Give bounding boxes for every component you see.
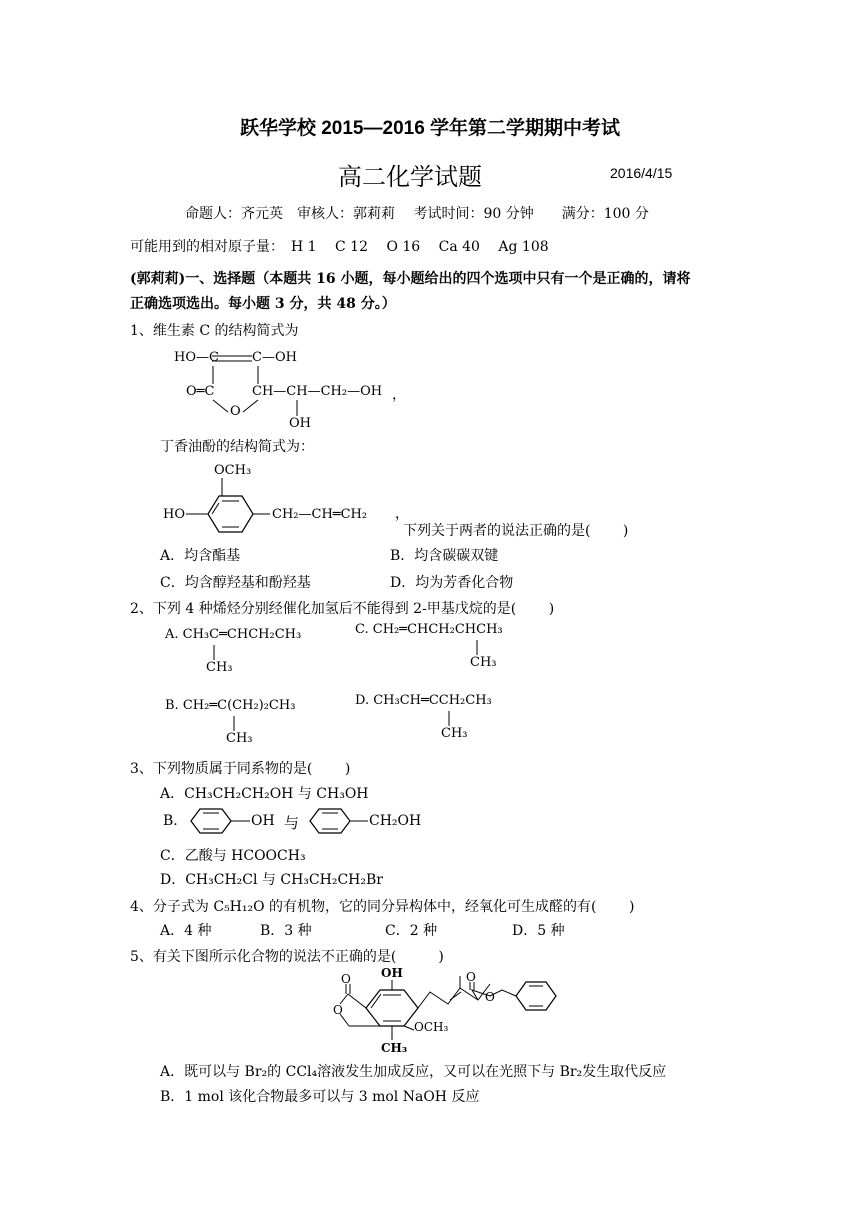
q4-stem: 4、分子式为 C₅H₁₂O 的有机物，它的同分异构体中，经氧化可生成醛的有( ) (130, 899, 635, 915)
section-heading-line2: 正确选项选出。每小题 3 分，共 48 分。） (130, 296, 396, 312)
q1-stem: 1、维生素 C 的结构简式为 (130, 323, 299, 339)
vitc-o-eq-c: O═C (186, 384, 215, 399)
q2-option-b-branch: CH₃ (226, 731, 253, 746)
q1-option-d: D．均为芳香化合物 (390, 575, 514, 591)
q3-b-left-group: OH (251, 813, 275, 829)
q5-ring-o-label: O (333, 1003, 343, 1017)
q1-tail: 下列关于两者的说法正确的是( ) (403, 523, 629, 539)
q2-option-a: A. CH₃C═CHCH₂CH₃ (165, 627, 302, 642)
q3-b-right-group: CH₂OH (369, 813, 422, 829)
q2-stem: 2、下列 4 种烯烃分别经催化加氢后不能得到 2-甲基戊烷的是( ) (130, 601, 555, 617)
eugenol-och3: OCH₃ (214, 463, 252, 478)
q2-option-c: C. CH₂═CHCH₂CHCH₃ (355, 622, 503, 637)
q1-option-a: A．均含酯基 (160, 548, 241, 564)
q4-option-a: A．4 种 (160, 923, 212, 939)
q2-option-b: B. CH₂═C(CH₂)₂CH₃ (165, 698, 296, 713)
q5-stem: 5、有关下图所示化合物的说法不正确的是( ) (130, 949, 444, 965)
exam-date: 2016/4/15 (610, 165, 673, 181)
q3-option-b-label: B. (163, 813, 178, 829)
vitc-ring-o: O (230, 404, 241, 419)
q3-b-connector: 与 (284, 814, 300, 832)
q2-option-c-branch: CH₃ (470, 655, 497, 670)
school-title: 跃华学校 2015—2016 学年第二学期期中考试 (239, 118, 621, 139)
exam-title: 高二化学试题 (338, 164, 482, 191)
exam-info-line: 命题人：齐元英 审核人：郭莉莉 考试时间：90 分钟 满分：100 分 (185, 206, 649, 222)
q5-option-a: A．既可以与 Br₂的 CCl₄溶液发生加成反应，又可以在光照下与 Br₂发生取代反应 (160, 1064, 667, 1080)
q4-option-d: D．5 种 (512, 923, 565, 939)
q3-option-a: A．CH₃CH₂CH₂OH 与 CH₃OH (160, 786, 369, 802)
q5-ester-carbonyl-o-label: O (466, 970, 476, 984)
q4-option-c: C．2 种 (385, 923, 438, 939)
q3-option-d: D．CH₃CH₂Cl 与 CH₃CH₂CH₂Br (160, 872, 383, 888)
q3-option-c: C．乙酸与 HCOOCH₃ (160, 848, 306, 864)
q1-option-c: C．均含醇羟基和酚羟基 (160, 575, 311, 591)
q5-ester-o-label: O (485, 990, 495, 1004)
q5-option-b: B．1 mol 该化合物最多可以与 3 mol NaOH 反应 (160, 1089, 480, 1105)
q3-stem: 3、下列物质属于同系物的是( ) (130, 761, 351, 777)
eugenol-chain: CH₂—CH═CH₂ (272, 507, 368, 522)
section-heading-line1: (郭莉莉)一、选择题（本题共 16 小题，每小题给出的四个选项中只有一个是正确的，请将 (130, 271, 691, 287)
q5-ch3-label: CH₃ (381, 1041, 408, 1055)
q1-option-b: B．均含碳碳双键 (390, 548, 499, 564)
vitc-chain: CH—CH—CH₂—OH (252, 384, 383, 399)
q2-option-a-branch: CH₃ (206, 660, 233, 675)
eugenol-intro: 丁香油酚的结构简式为： (160, 439, 314, 455)
vitc-comma: ， (392, 387, 406, 403)
vitc-oh-bottom: OH (289, 416, 311, 431)
q5-lactone-o-label: O (341, 972, 351, 986)
q5-oh-label: OH (381, 966, 403, 980)
q5-och3-label: OCH₃ (414, 1020, 449, 1034)
q4-option-b: B．3 种 (260, 923, 312, 939)
q2-option-d-branch: CH₃ (441, 726, 468, 741)
eugenol-comma: ， (395, 506, 409, 522)
q2-option-d: D. CH₃CH═CCH₂CH₃ (355, 693, 492, 708)
eugenol-ho: HO (163, 507, 185, 522)
atomic-masses-line: 可能用到的相对原子量： H 1 C 12 O 16 Ca 40 Ag 108 (130, 239, 549, 255)
vitc-ho-left: HO—C (174, 350, 219, 365)
vitc-c-oh: C—OH (252, 350, 297, 365)
